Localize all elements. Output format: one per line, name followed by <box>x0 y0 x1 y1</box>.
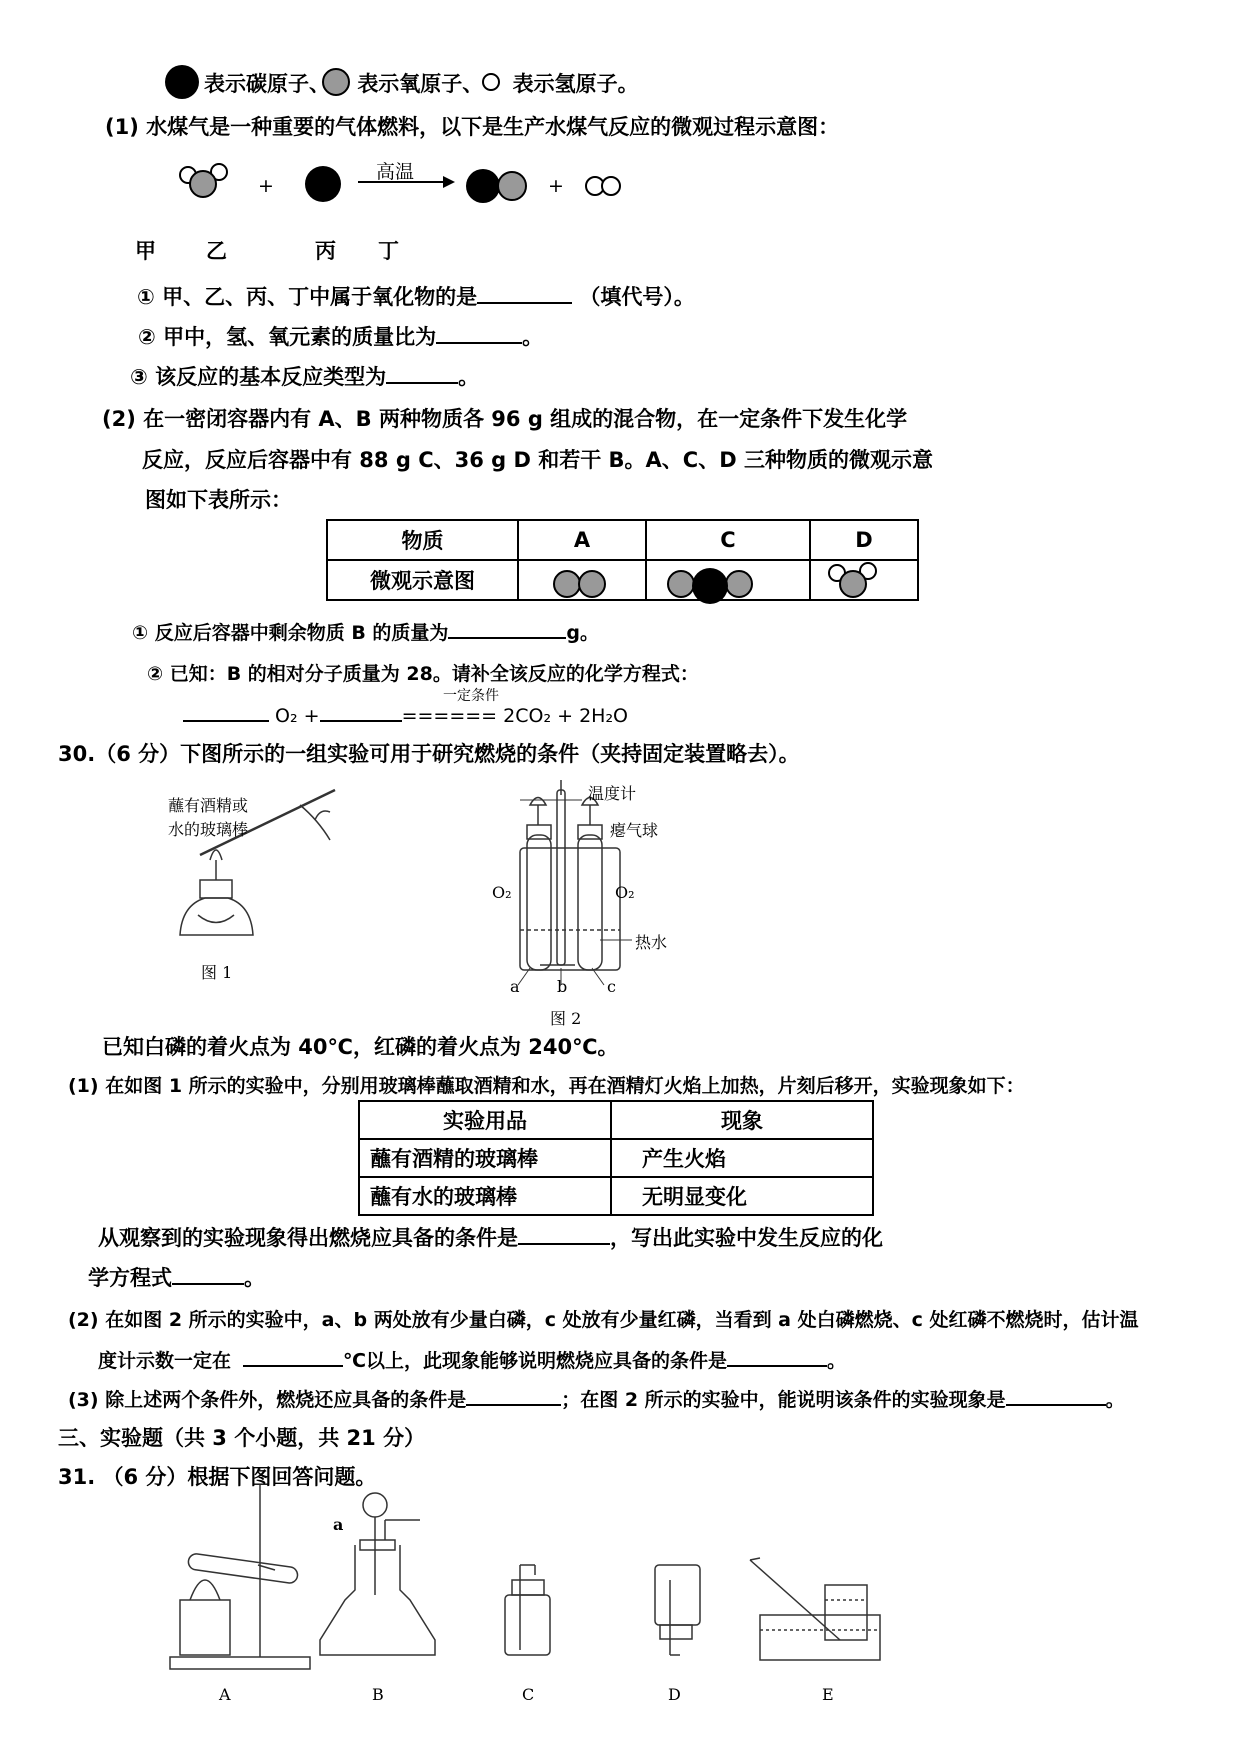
q30-p1: (1) 在如图 1 所示的实验中，分别用玻璃棒蘸取酒精和水，再在酒精灯火焰上加热，片刻后移开，实验现象如下： <box>68 1075 1025 1097</box>
q29-2-line2: 反应，反应后容器中有 88 g C、36 g D 和若干 B。A、C、D 三种物质的微观示意 <box>142 448 933 472</box>
q29-2-sub1: ① 反应后容器中剩余物质 B 的质量为 g。 <box>132 617 599 647</box>
q29-1-sub1: ① 甲、乙、丙、丁中属于氧化物的是 （填代号）。 <box>137 282 695 311</box>
legend-carbon: 表示碳原子、 <box>204 72 330 96</box>
fig2-c-label: c <box>607 977 616 996</box>
answer-blank[interactable] <box>477 282 572 304</box>
q29-2-line1: (2) 在一密闭容器内有 A、B 两种物质各 96 g 组成的混合物，在一定条件下发生化学 <box>102 407 908 431</box>
answer-blank[interactable] <box>183 700 269 722</box>
answer-blank[interactable] <box>386 362 458 384</box>
q29-1-sub2: ② 甲中，氢、氧元素的质量比为 。 <box>138 322 543 351</box>
table-cell: 产生火焰 <box>611 1139 873 1177</box>
answer-blank[interactable] <box>466 1384 561 1406</box>
q29-2-sub2: ② 已知：B 的相对分子质量为 28。请补全该反应的化学方程式： <box>147 663 699 685</box>
table-header: A <box>518 520 646 560</box>
apparatus-d <box>655 1565 700 1655</box>
fig2-thermometer-label: 温度计 <box>588 784 637 803</box>
label-yi: 乙 <box>206 239 227 263</box>
q29-2-line3: 图如下表所示： <box>145 488 292 512</box>
reaction-condition: 高温 <box>376 161 415 183</box>
q30-title: 30.（6 分）下图所示的一组实验可用于研究燃烧的条件（夹持固定装置略去）。 <box>58 742 800 766</box>
answer-blank[interactable] <box>320 700 402 722</box>
q30-p2: (2) 在如图 2 所示的实验中，a、b 两处放有少量白磷，c 处放有少量红磷，当看到 a 处白磷燃烧、c 处红磷不燃烧时，估计温 <box>68 1309 1139 1331</box>
apparatus-a <box>170 1485 310 1669</box>
fig2-balloon-label: 瘪气球 <box>610 821 659 840</box>
answer-blank[interactable] <box>436 322 522 344</box>
apparatus-c <box>505 1565 550 1655</box>
carbon-molecule-icon <box>305 166 341 202</box>
fig2-o2-right: O₂ <box>615 883 635 902</box>
co-molecule-icon <box>466 169 526 203</box>
table-cell <box>518 560 646 600</box>
answer-blank[interactable] <box>518 1223 610 1245</box>
q30-p1-question: 从观察到的实验现象得出燃烧应具备的条件是 ，写出此实验中发生反应的化 <box>98 1223 883 1252</box>
plus-sign-1: + <box>258 175 274 197</box>
water-molecule-icon <box>180 164 227 197</box>
q30-p1-question-2: 学方程式 。 <box>88 1263 265 1292</box>
q30-p2-cont: 度计示数一定在 ℃以上，此现象能够说明燃烧应具备的条件是 。 <box>98 1345 846 1375</box>
legend-line <box>204 70 639 98</box>
table-header: D <box>810 520 918 560</box>
q30-p3: (3) 除上述两个条件外，燃烧还应具备的条件是 ；在图 2 所示的实验中，能说明该条件的实验现象是 。 <box>68 1384 1125 1414</box>
table-cell <box>646 560 810 600</box>
label-bing: 丙 <box>315 239 336 263</box>
answer-blank[interactable] <box>172 1263 244 1285</box>
apparatus-label-E: E <box>822 1685 834 1704</box>
section-3-title: 三、实验题（共 3 个小题，共 21 分） <box>58 1426 426 1450</box>
fig2-o2-left: O₂ <box>492 883 512 902</box>
q31-title: 31. （6 分）根据下图回答问题。 <box>58 1465 377 1489</box>
fig2-a-label: a <box>510 977 520 996</box>
table-header: 实验用品 <box>359 1101 611 1139</box>
h2-molecule-icon <box>586 177 620 195</box>
fig1-caption: 图 1 <box>201 963 233 982</box>
label-ding: 丁 <box>378 239 399 263</box>
apparatus-label-B: B <box>372 1685 384 1704</box>
experiment-table <box>358 1100 874 1216</box>
table-header: C <box>646 520 810 560</box>
table-cell: 蘸有水的玻璃棒 <box>359 1177 611 1215</box>
equation-condition: 一定条件 <box>443 688 499 704</box>
apparatus-a-label: a <box>333 1515 344 1534</box>
q30-known: 已知白磷的着火点为 40℃，红磷的着火点为 240℃。 <box>102 1035 619 1059</box>
answer-blank[interactable] <box>727 1345 827 1367</box>
fig1-label-2: 水的玻璃棒 <box>168 820 249 839</box>
table-header: 现象 <box>611 1101 873 1139</box>
apparatus-label-A: A <box>219 1685 231 1704</box>
table-row-label: 微观示意图 <box>327 560 518 600</box>
answer-blank[interactable] <box>448 617 566 639</box>
table-cell: 蘸有酒精的玻璃棒 <box>359 1139 611 1177</box>
answer-blank[interactable] <box>1006 1384 1106 1406</box>
plus-sign-2: + <box>548 175 564 197</box>
q29-2-equation: O₂ + ====== 2CO₂ + 2H₂O <box>183 700 628 730</box>
apparatus-e <box>750 1558 880 1660</box>
fig2-hotwater-label: 热水 <box>635 933 668 952</box>
table-header: 物质 <box>327 520 518 560</box>
q29-1-intro: (1) 水煤气是一种重要的气体燃料，以下是生产水煤气反应的微观过程示意图： <box>105 115 840 139</box>
fig1-label-1: 蘸有酒精或 <box>168 796 249 815</box>
table-cell: 无明显变化 <box>611 1177 873 1215</box>
carbon-atom-icon <box>165 65 199 99</box>
fig2-caption: 图 2 <box>550 1009 582 1028</box>
molecule-table <box>326 519 919 601</box>
q29-1-sub3: ③ 该反应的基本反应类型为 。 <box>130 362 479 391</box>
apparatus-label-C: C <box>522 1685 535 1704</box>
label-jia: 甲 <box>135 239 156 263</box>
fig2-b-label: b <box>557 977 568 996</box>
apparatus-label-D: D <box>668 1685 681 1704</box>
legend-oxygen: 表示氧原子、 <box>357 72 484 96</box>
legend-hydrogen: 表示氢原子。 <box>512 72 639 96</box>
answer-blank[interactable] <box>243 1345 343 1367</box>
table-cell <box>810 560 918 600</box>
